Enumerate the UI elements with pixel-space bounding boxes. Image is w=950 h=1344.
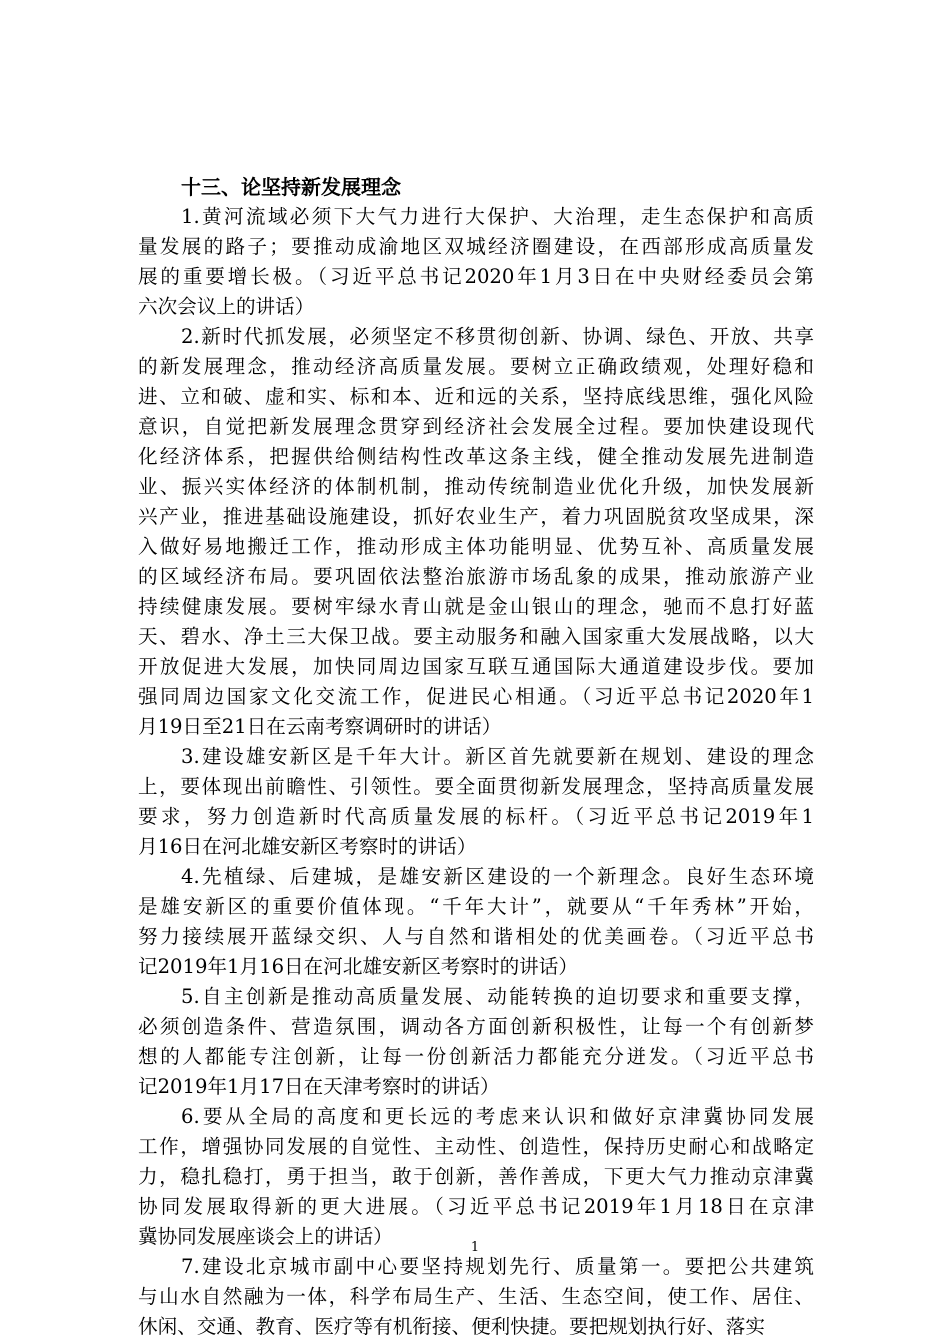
paragraph-line: 业、振兴实体经济的体制机制，推动传统制造业优化升级，加快发展新 [138,475,814,498]
paragraph-line: 月19日至21日在云南考察调研时的讲话） [138,715,502,738]
document-body [138,172,814,1342]
paragraph-line: 意识，自觉把新发展理念贯穿到经济社会发展全过程。要加快建设现代 [138,415,814,438]
paragraph-line: 开放促进大发展，加快同周边国家互联互通国际大通道建设步伐。要加 [138,655,814,678]
paragraph-line: 想的人都能专注创新，让每一份创新活力都能充分迸发。（习近平总书 [138,1045,814,1068]
paragraph-line: 上，要体现出前瞻性、引领性。要全面贯彻新发展理念，坚持高质量发展 [138,775,814,798]
paragraph-3 [138,742,814,862]
paragraph-line: 4.先植绿、后建城，是雄安新区建设的一个新理念。良好生态环境 [181,865,814,888]
paragraph-line: 冀协同发展座谈会上的讲话） [138,1225,393,1248]
paragraph-line: 入做好易地搬迁工作，推动形成主体功能明显、优势互补、高质量发展 [138,535,814,558]
section-heading: 十三、论坚持新发展理念 [181,175,401,199]
paragraph-line: 必须创造条件、营造氛围，调动各方面创新积极性，让每一个有创新梦 [138,1015,814,1038]
paragraph-line: 月16日在河北雄安新区考察时的讲话） [138,835,477,858]
paragraph-line: 力，稳扎稳打，勇于担当，敢于创新，善作善成，下更大气力推动京津冀 [138,1165,814,1188]
paragraph-line: 兴产业，推进基础设施建设，抓好农业生产，着力巩固脱贫攻坚成果，深 [138,505,814,528]
paragraph-1 [138,202,814,322]
paragraph-line: 1.黄河流域必须下大气力进行大保护、大治理，走生态保护和高质 [181,205,814,228]
paragraph-6 [138,1102,814,1252]
paragraph-line: 的新发展理念，推动经济高质量发展。要树立正确政绩观，处理好稳和 [138,355,814,378]
paragraph-line: 是雄安新区的重要价值体现。“千年大计”，就要从“千年秀林”开始， [138,895,814,918]
paragraph-line: 化经济体系，把握供给侧结构性改革这条主线，健全推动发展先进制造 [138,445,814,468]
paragraph-line: 记2019年1月17日在天津考察时的讲话） [138,1075,500,1098]
paragraph-line: 六次会议上的讲话） [138,295,315,318]
paragraph-line: 量发展的路子；要推动成渝地区双城经济圈建设，在西部形成高质量发 [138,235,814,258]
paragraph-line: 记2019年1月16日在河北雄安新区考察时的讲话） [138,955,578,978]
paragraph-7 [138,1252,814,1342]
paragraph-line: 持续健康发展。要树牢绿水青山就是金山银山的理念，驰而不息打好蓝 [138,595,814,618]
paragraph-line: 的区域经济布局。要巩固依法整治旅游市场乱象的成果，推动旅游产业 [138,565,814,588]
paragraph-4 [138,862,814,982]
paragraph-line: 7.建设北京城市副中心要坚持规划先行、质量第一。要把公共建筑 [181,1255,814,1278]
paragraph-line: 2.新时代抓发展，必须坚定不移贯彻创新、协调、绿色、开放、共享 [181,325,814,348]
page-number: 1 [470,1240,480,1255]
paragraph-line: 努力接续展开蓝绿交织、人与自然和谐相处的优美画卷。（习近平总书 [138,925,814,948]
paragraph-line: 休闲、交通、教育、医疗等有机衔接、便利快捷。要把规划执行好、落实 [138,1315,765,1338]
paragraph-line: 进、立和破、虚和实、标和本、近和远的关系，坚持底线思维，强化风险 [138,385,814,408]
paragraph-line: 协同发展取得新的更大进展。（习近平总书记2019年1月18日在京津 [138,1195,814,1218]
paragraph-line: 要求，努力创造新时代高质量发展的标杆。（习近平总书记2019年1 [138,805,814,828]
paragraph-line: 强同周边国家文化交流工作，促进民心相通。（习近平总书记2020年1 [138,685,814,708]
paragraph-5 [138,982,814,1102]
paragraph-line: 与山水自然融为一体，科学布局生产、生活、生态空间，使工作、居住、 [138,1285,814,1308]
paragraph-2 [138,322,814,742]
paragraph-line: 工作，增强协同发展的自觉性、主动性、创造性，保持历史耐心和战略定 [138,1135,814,1158]
paragraph-line: 3.建设雄安新区是千年大计。新区首先就要新在规划、建设的理念 [181,745,814,768]
paragraph-line: 5.自主创新是推动高质量发展、动能转换的迫切要求和重要支撑， [181,985,814,1008]
paragraph-list [138,202,814,1342]
paragraph-line: 天、碧水、净土三大保卫战。要主动服务和融入国家重大发展战略，以大 [138,625,814,648]
paragraph-line: 6.要从全局的高度和更长远的考虑来认识和做好京津冀协同发展 [181,1105,814,1128]
paragraph-line: 展的重要增长极。（习近平总书记2020年1月3日在中央财经委员会第 [138,265,814,288]
